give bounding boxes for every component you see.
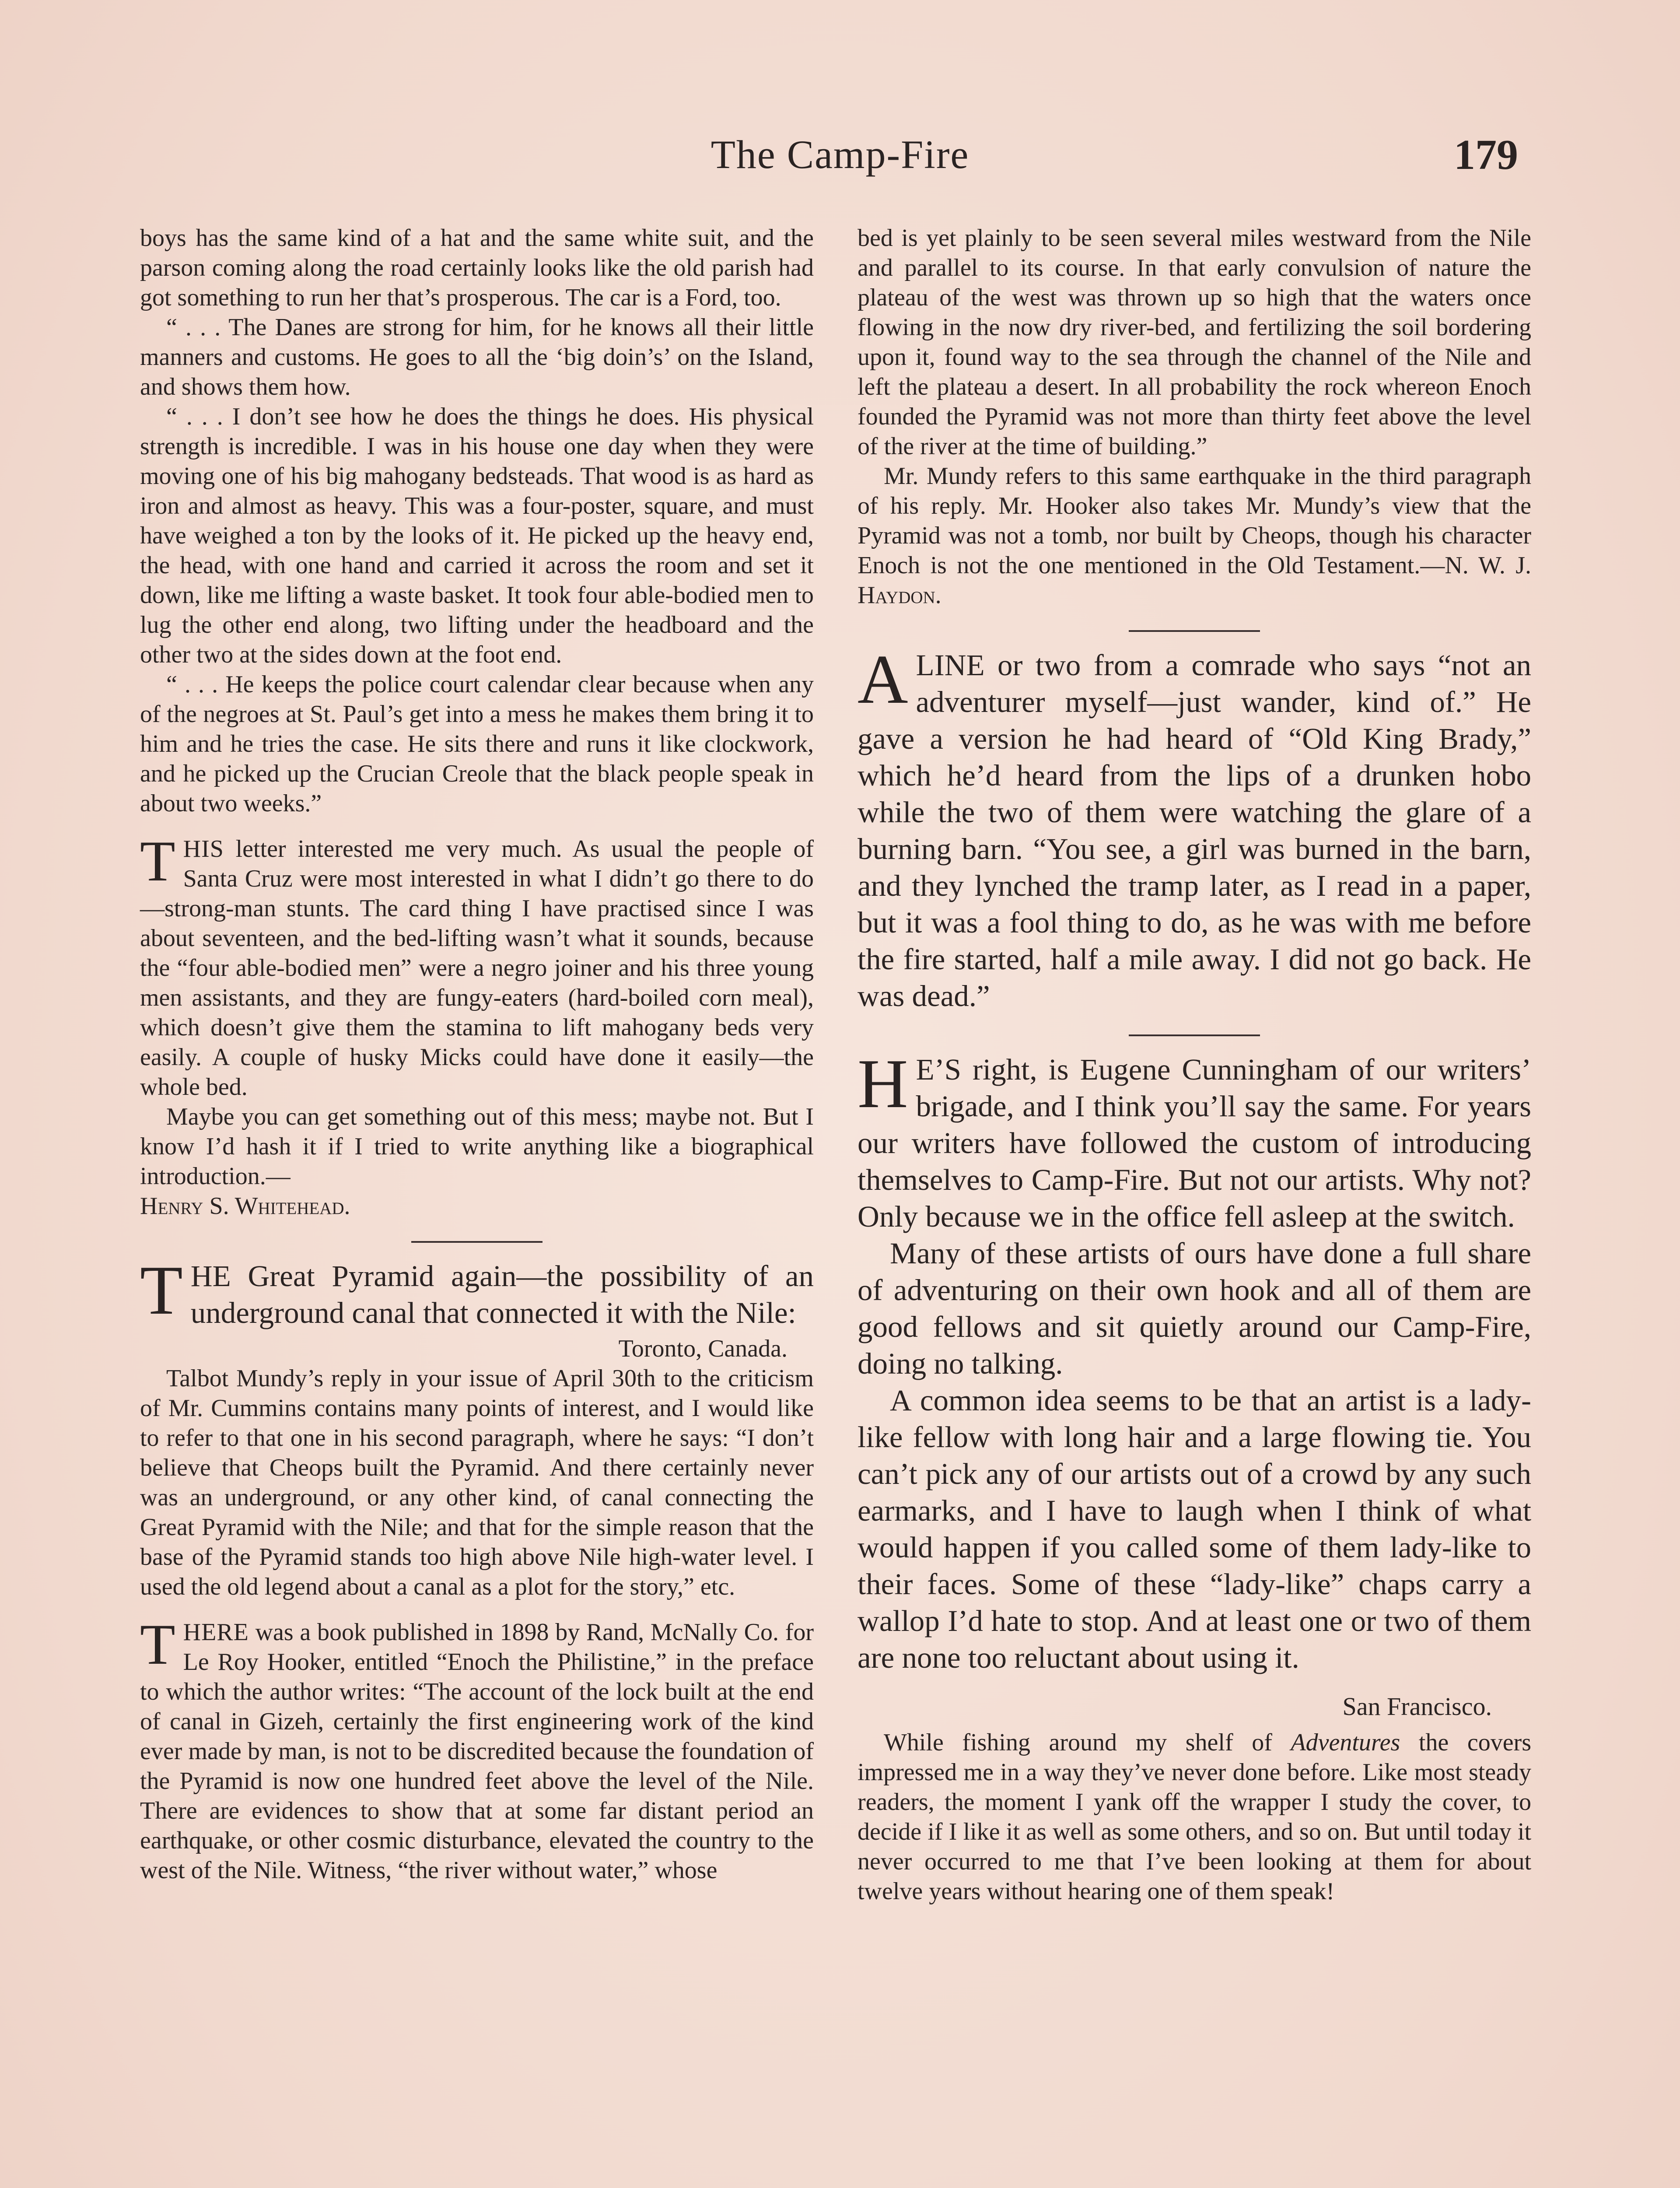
lead-word: HERE (183, 1619, 249, 1646)
paragraph-text: was a book published in 1898 by Rand, McNally Co. for Le Roy Hooker, entitled “Enoch the Philistine,” in the preface to which the author writes: “The account of the lock built at the end of canal in Gizeh, certainly the first engineering work of the kind ever made by man, is not to be discredited because the foundation of the Pyramid is now one hundred feet above the level of the Nile. There are evidences to show that at some far distant period an earthquake, or other cosmic disturbance, elevated the country to the west of the Nile. Witness, “the river without water,” whose (140, 1619, 814, 1884)
section-paragraph (140, 1251, 814, 1331)
page-header (0, 123, 1680, 193)
section-divider (411, 1241, 542, 1243)
section-paragraph (858, 1045, 1531, 1235)
paragraph: “ . . . The Danes are strong for him, for he knows all their little manners and customs. He goes to all the ‘big doin’s’ on the Island, and shows them how. (140, 314, 814, 400)
drop-cap: A (858, 640, 908, 718)
page-number: 179 (1454, 131, 1518, 179)
section-divider (1129, 630, 1260, 632)
paragraph-text: E’S right, is Eugene Cunningham of our writers’ brigade, and I think you’ll say the same. For years our writers have followed the custom of introducing themselves to Camp-Fire. But not our artists. Why not? Only because we in the office fell asleep at the switch. (858, 1053, 1531, 1233)
lead-word: HIS (183, 835, 224, 863)
paragraph: boys has the same kind of a hat and the same white suit, and the parson coming along the road certainly looks like the old parish had got something to run her that’s prosperous. The car is a Ford, too. (140, 224, 814, 311)
paragraph-text: LINE or two from a comrade who says “not an adventurer myself—just wander, kind of.” He gave a version he had heard of “Old King Brady,” which he’d heard from the lips of a drunken hobo while the two of them were watching the glare of a burning barn. “You see, a girl was burned in the barn, and they lynched the tramp later, as I read in a paper, but it was a fool thing to do, as he was with me before the fire started, half a mile away. I did not go back. He was dead.” (858, 649, 1531, 1013)
running-title: The Camp-Fire (710, 132, 970, 177)
paragraph-text: HE Great Pyramid again—the possibility of an underground canal that connected it with the Nile: (190, 1259, 814, 1329)
drop-cap: T (140, 1251, 183, 1329)
paragraph-text: the covers impressed me in a way they’ve never done before. Like most steady readers, the moment I yank off the wrapper I study the cover, to decide if I like it as well as some others, and so on. But until today it never occurred to me that I’ve been looking at them for about twelve years without hearing one of them speak! (858, 1729, 1531, 1905)
paragraph: A common idea seems to be that an artist is a lady-like fellow with long hair and a large flowing tie. You can’t pick any of our artists out of a crowd by any such earmarks, and I have to laugh when I think of what would happen if you called some of them lady-like to their faces. Some of these “lady-like” chaps carry a wallop I’d hate to stop. And at least one or two of them are none too reluctant about using it. (858, 1384, 1531, 1674)
magazine-title: Adventures (1291, 1729, 1400, 1756)
paragraph: “ . . . He keeps the police court calendar clear because when any of the negroes at St. Paul’s get into a mess he makes them bring it to him and he tries the case. He sits there and runs it like clockwork, and he picked up the Crucian Creole that the black people speak in about two weeks.” (140, 671, 814, 817)
paragraph-text: Maybe you can get something out of this mess; maybe not. But I know I’d hash it if I tried to write anything like a biographical introduction.— (140, 1103, 814, 1190)
paragraph (858, 461, 1531, 610)
left-column (140, 223, 814, 1885)
paragraph-text: Mr. Mundy refers to this same earthquake in the third paragraph of his reply. Mr. Hooker also takes Mr. Mundy’s view that the Pyramid was not a tomb, nor built by Cheops, though his character Enoch is not the one mentioned in the Old Testament.— (858, 463, 1531, 579)
section-paragraph (140, 1612, 814, 1885)
paragraph (140, 1102, 814, 1221)
signature: N. W. J. Haydon. (858, 552, 1532, 609)
paragraph: Many of these artists of ours have done a full share of adventuring on their own hook and all of them are good fellows and sit quietly around our Camp-Fire, doing no talking. (858, 1237, 1531, 1380)
right-column (858, 223, 1531, 1906)
dateline: San Francisco. (1342, 1692, 1492, 1721)
drop-cap: T (140, 1612, 175, 1676)
drop-cap: T (140, 829, 175, 893)
section-paragraph (140, 829, 814, 1102)
signature: Henry S. Whitehead. (140, 1192, 350, 1220)
paragraph: bed is yet plainly to be seen several miles westward from the Nile and parallel to its course. In that early convulsion of nature the plateau of the west was thrown up so high that the waters once flowing in the now dry river-bed, and fertilizing the soil bordering upon it, found way to the sea through the channel of the Nile and left the plateau a desert. In all probability the rock whereon Enoch founded the Pyramid was not more than thirty feet above the level of the river at the time of building.” (858, 224, 1531, 460)
section-divider (1129, 1034, 1260, 1036)
paragraph-text: While fishing around my shelf of (884, 1729, 1291, 1756)
paragraph (858, 1728, 1531, 1906)
paragraph: Talbot Mundy’s reply in your issue of April 30th to the criticism of Mr. Cummins contains many points of interest, and I would like to refer to that one in his second paragraph, where he says: “I don’t believe that Cheops built the Pyramid. And there certainly never was an underground, or any other kind, of canal connecting the Great Pyramid with the Nile; and that for the simple reason that the base of the Pyramid stands too high above Nile high-water level. I used the old legend about a canal as a plot for the story,” etc. (140, 1365, 814, 1600)
section-paragraph (858, 640, 1531, 1014)
drop-cap: H (858, 1045, 908, 1122)
dateline: Toronto, Canada. (618, 1335, 788, 1362)
paragraph: “ . . . I don’t see how he does the things he does. His physical strength is incredible. I was in his house one day when they were moving one of his big mahogany bedsteads. That wood is as hard as iron and almost as heavy. This was a four-poster, square, and must have weighed a ton by the looks of it. He picked up the heavy end, the head, with one hand and carried it across the room and set it down, like me lifting a waste basket. It took four able-bodied men to lug the other end along, two lifting under the headboard and the other two at the sides down at the foot end. (140, 403, 814, 668)
paragraph-text: letter interested me very much. As usual the people of Santa Cruz were most interested in what I didn’t go there to do—strong-man stunts. The card thing I have practised since I was about seventeen, and the bed-lifting wasn’t what it sounds, because the “four able-bodied men” were a negro joiner and his three young men assistants, and they are fungy-eaters (hard-boiled corn meal), which doesn’t give them the stamina to lift mahogany beds very easily. A couple of husky Micks could have done it easily—the whole bed. (140, 835, 814, 1101)
